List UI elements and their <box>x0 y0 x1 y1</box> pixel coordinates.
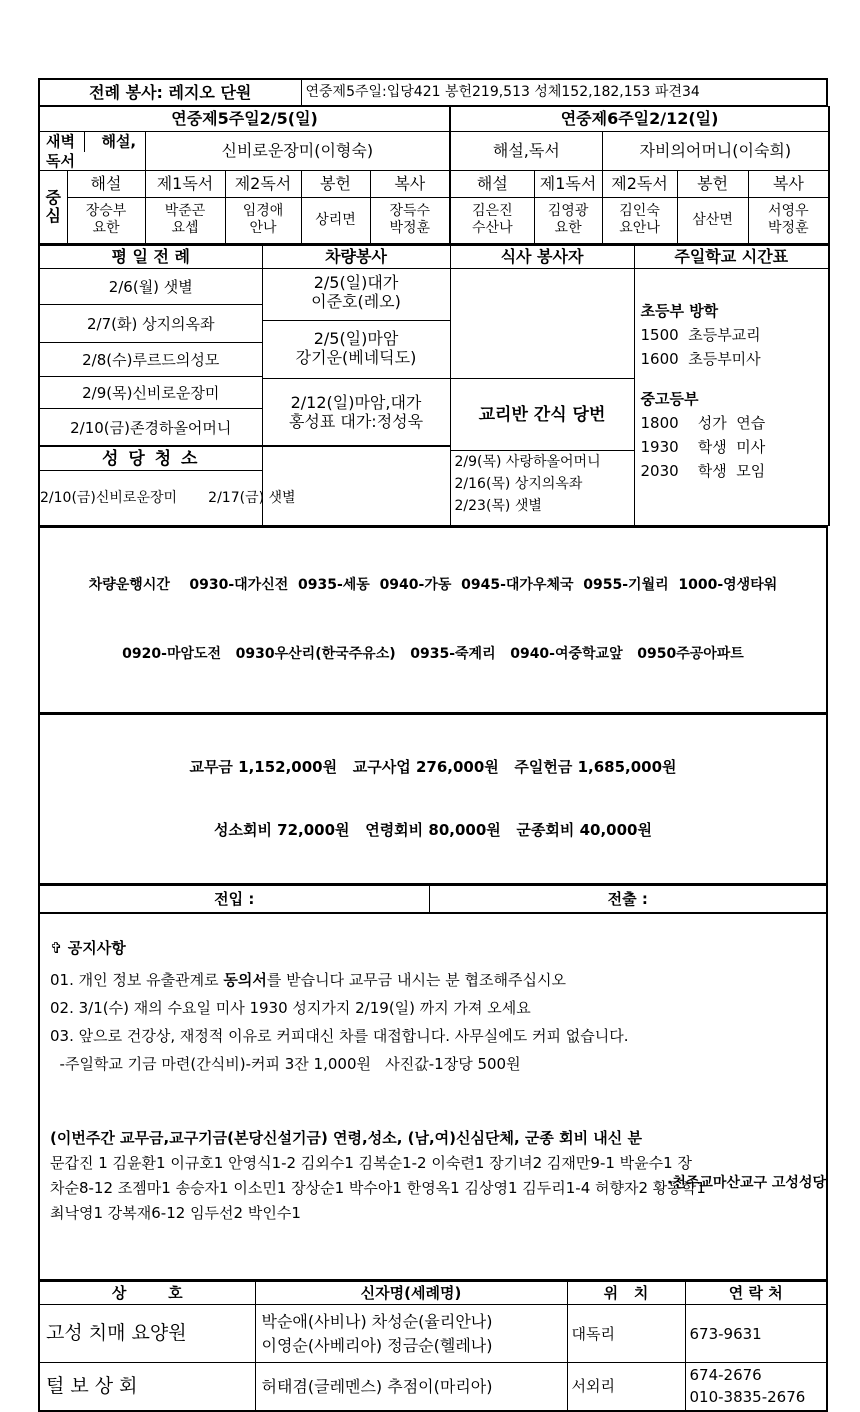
vehicle-name: 강기운(베네딕도) <box>295 348 417 368</box>
weekly-duties-table <box>38 244 830 527</box>
biz-contact <box>685 1363 827 1411</box>
week1-value: 임경애 안나 <box>225 197 301 243</box>
notice-item: 03. 앞으로 건강상, 재정적 이유로 커피대신 차를 대접합니다. 사무실에도 커피 없습니다. <box>50 1026 629 1045</box>
center-label: 중심 <box>39 170 67 243</box>
donor-line: 차순8-12 조젬마1 송승자1 이소민1 장상순1 박수아1 한영옥1 김상영1 김두리1-4 허향자2 황동학1 <box>50 1178 706 1197</box>
weekday-item: 2/9(목)신비로운장미 <box>40 377 262 409</box>
meal-duty: 교리반 간식 당번 <box>451 379 634 451</box>
weekday-title: 평 일 전 례 <box>39 245 262 269</box>
sunday-schedule-table <box>38 106 830 244</box>
weekday-item: 2/6(월) 샛별 <box>40 269 262 305</box>
meal-item: 2/9(목) 사랑하올어머니 <box>454 454 601 470</box>
week1-value: 장승부 요한 <box>67 197 145 243</box>
week1-dawn-role: 해설,독서 <box>46 132 137 170</box>
week2-dawn-role: 해설,독서 <box>450 131 602 170</box>
vehicle-item <box>263 269 450 321</box>
biz-phone: 673-9631 <box>689 1324 762 1343</box>
biz-header: 연 락 처 <box>685 1281 827 1305</box>
donor-title: (이번주간 교무금,교구기금(본당신설기금) 연령,성소, (남,여)신심단체, 군종 회비 내신 분 <box>50 1128 642 1147</box>
vehicle-name: 홍성표 대가:정성욱 <box>288 412 424 432</box>
meal-item: 2/23(목) 샛별 <box>454 498 542 514</box>
week1-value: 장득수 박정훈 <box>370 197 450 243</box>
bus-schedule <box>39 527 827 713</box>
notice-item: 01. 개인 정보 유출관계로 동의서를 받습니다 교무금 내시는 분 협조해주십시오 <box>50 970 566 989</box>
biz-members <box>255 1305 567 1363</box>
week2-value: 삼산면 <box>677 197 748 243</box>
biz-member: 허태겸(글레멘스) 추점이(마리아) <box>261 1376 493 1396</box>
mid-title: 중고등부 <box>640 390 699 408</box>
biz-name: 고성 치매 요양원 <box>39 1305 255 1363</box>
biz-member: 박순애(사비나) 차성순(율리안나) <box>261 1311 493 1331</box>
week1-value: 박준곤 요셉 <box>145 197 225 243</box>
school-title: 주일학교 시간표 <box>634 245 829 269</box>
funds-table <box>38 713 828 884</box>
biz-member: 이영순(사베리아) 정금순(헬레나) <box>261 1335 493 1355</box>
weekday-list <box>39 269 296 526</box>
mid-item: 1800 성가 연습 <box>640 414 766 432</box>
meal-item: 2/16(목) 상지의옥좌 <box>454 476 583 492</box>
elem-title: 초등부 방학 <box>640 302 719 320</box>
donor-line: 최낙영1 강복재6-12 임두선2 박인수1 <box>50 1203 301 1222</box>
biz-phone: 010-3835-2676 <box>689 1388 806 1407</box>
transfer-out: 전출 : <box>429 885 827 912</box>
notice-table <box>38 913 828 1280</box>
funds-summary <box>39 714 827 884</box>
transfer-in: 전입 : <box>39 885 429 912</box>
biz-phone: 674-2676 <box>689 1366 762 1385</box>
biz-members <box>255 1363 567 1411</box>
week2-col: 해설 <box>450 170 534 197</box>
week2-value: 서영우 박정훈 <box>748 197 829 243</box>
cleaning-text: 2/10(금)신비로운장미 2/17(금) 샛별 <box>40 490 296 506</box>
meal-title: 식사 봉사자 <box>450 245 634 269</box>
bulletin-sheet <box>38 78 828 1412</box>
week1-col: 해설 <box>67 170 145 197</box>
weekday-item: 2/8(수)루르드의성모 <box>40 343 262 377</box>
mid-item: 1930 학생 미사 <box>640 438 766 456</box>
biz-contact <box>685 1305 827 1363</box>
biz-name: 털 보 상 회 <box>39 1363 255 1411</box>
dawn-label: 새벽 <box>46 132 75 150</box>
week2-col: 제1독서 <box>534 170 602 197</box>
weekday-item: 2/7(화) 상지의옥좌 <box>40 305 262 343</box>
week1-col: 제1독서 <box>145 170 225 197</box>
vehicle-name: 이준호(레오) <box>311 292 401 312</box>
funds-line: 성소회비 72,000원 연령회비 80,000원 군종회비 40,000원 <box>213 821 652 839</box>
vehicle-item <box>263 321 450 379</box>
biz-location: 대독리 <box>567 1305 685 1363</box>
vehicle-date: 2/12(일)마암,대가 <box>290 393 422 412</box>
bus-line: 0920-마암도전 0930우산리(한국주유소) 0935-죽계리 0940-여중학교앞 0950주공아파트 <box>122 646 744 662</box>
week2-value: 김영광 요한 <box>534 197 602 243</box>
donor-line: 문갑진 1 김윤환1 이규호1 안영식1-2 김외수1 김복순1-2 이숙련1 장기녀2 김재만9-1 박윤수1 장 <box>50 1153 692 1172</box>
week1-value: 상리면 <box>301 197 370 243</box>
vehicle-item <box>263 379 450 447</box>
week2-value: 김은진 수산나 <box>450 197 534 243</box>
week1-col: 봉헌 <box>301 170 370 197</box>
vehicle-title: 차량봉사 <box>262 245 450 269</box>
vehicle-date: 2/5(일)대가 <box>313 273 399 292</box>
notice-item: 02. 3/1(수) 재의 수요일 미사 1930 성지가지 2/19(일) 까지 가져 오세요 <box>50 998 531 1017</box>
elem-item: 1500 초등부교리 <box>640 326 761 344</box>
week2-col: 봉헌 <box>677 170 748 197</box>
week1-col: 복사 <box>370 170 450 197</box>
week1-title: 연중제5주일2/5(일) <box>39 106 450 131</box>
parish-footer: ·천주교마산교구 고성성당 <box>667 1175 826 1191</box>
biz-header: 위 치 <box>567 1281 685 1305</box>
biz-header: 상 호 <box>39 1281 255 1305</box>
dawn-row <box>39 131 145 170</box>
week1-col: 제2독서 <box>225 170 301 197</box>
elem-item: 1600 초등부미사 <box>640 350 761 368</box>
biz-header: 신자명(세례명) <box>255 1281 567 1305</box>
week2-col: 복사 <box>748 170 829 197</box>
week2-col: 제2독서 <box>602 170 677 197</box>
weekday-item: 2/10(금)존경하올어머니 <box>40 409 262 447</box>
notice-title: ✞ 공지사항 <box>50 938 126 957</box>
notice-section <box>39 913 827 1279</box>
service-title: 전례 봉사: 레지오 단원 <box>39 79 301 105</box>
vehicle-list <box>262 269 450 526</box>
mass-summary: 연중제5주일:입당421 봉헌219,513 성체152,182,153 파견34 <box>301 79 827 105</box>
cleaning-title: 성 당 청 소 <box>40 447 262 471</box>
header-table <box>38 78 828 106</box>
transfer-table <box>38 884 828 913</box>
mid-item: 2030 학생 모임 <box>640 462 766 480</box>
bus-table <box>38 526 828 713</box>
week1-dawn-group: 신비로운장미(이형숙) <box>145 131 450 170</box>
biz-location: 서외리 <box>567 1363 685 1411</box>
notice-sub: -주일학교 기금 마련(간식비)-커피 3잔 1,000원 사진값-1장당 500원 <box>50 1054 521 1073</box>
business-table <box>38 1280 828 1412</box>
week2-value: 김인숙 요안나 <box>602 197 677 243</box>
meal-list <box>450 269 634 526</box>
funds-line: 교무금 1,152,000원 교구사업 276,000원 주일헌금 1,685,000원 <box>189 758 677 776</box>
week2-title: 연중제6주일2/12(일) <box>450 106 829 131</box>
vehicle-date: 2/5(일)마암 <box>313 329 399 348</box>
week2-dawn-group: 자비의어머니(이숙희) <box>602 131 829 170</box>
bus-line: 차량운행시간 0930-대가신전 0935-세동 0940-가동 0945-대가우체국 0955-기월리 1000-영생타워 <box>88 577 778 593</box>
school-schedule <box>634 269 829 526</box>
